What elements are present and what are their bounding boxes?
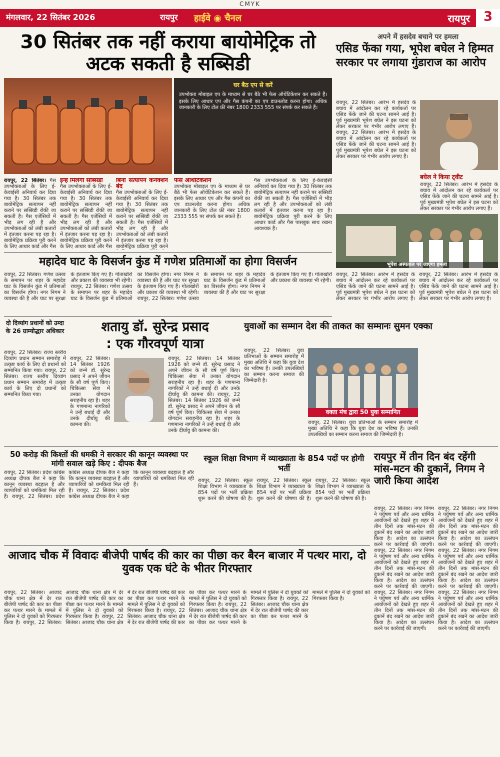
newspaper-brand-logo: हाईवे ◉ चैनल — [194, 14, 242, 24]
main-story-col4 — [174, 178, 250, 250]
youth-award-photo — [308, 348, 418, 408]
divider — [4, 252, 332, 253]
divider — [4, 446, 498, 447]
azad-body-text-2: रायपुर, 22 सितंबर। आजाद चौक थाना क्षेत्र में देर रात बीजेपी पार्षद की कार का पीछा कर पत्थर मारने के मामले में पुलिस ने दो युवकों को गिरफ्तार किया है। — [23, 590, 124, 626]
azad-body-text: रायपुर, 22 सितंबर। आजाद चौक थाना क्षेत्र में देर रात बीजेपी पार्षद की कार का पीछा कर पत्थर मारने के मामले में पुलिस ने दो युवकों को गिरफ्तार किया है। — [4, 590, 62, 626]
youth-body-text-2: रायपुर, 22 सितंबर। युवा प्रतिभाओं के सम्मान समारोह में मुख्य अतिथि ने कहा कि युवा देश का भविष्य हैं। उनकी उपलब्धियों का सम्मान करना समाज की जिम्मेदारी है। — [308, 420, 418, 438]
youth-body-col2 — [308, 420, 418, 442]
page-number: 3 — [476, 9, 500, 27]
meat-body-text-4: रायपुर, 22 सितंबर। नगर निगम ने पर्युषण पर्व और अन्य धार्मिक आयोजनों को देखते हुए शहर में तीन दिनों तक मांस-मटन की दुकानें बंद रखने का आदेश जारी किया है। आदेश का उल्लंघन करने पर कार्रवाई की जाएगी। — [438, 506, 498, 548]
youth-body-col1 — [244, 348, 304, 442]
sidebar-heading: घर बैठ एप से करें — [233, 82, 273, 89]
right-top-body-text-4: रायपुर, 22 सितंबर। आरंभ में हसदेव के बचाव में आंदोलन कर रहे कार्यकर्ता पर एसिड फेंके जाने की घटना सामने आई है। पूर्व मुख्यमंत्री भूपेश बघेल ने इस घटना को लेकर सरकार पर गंभीर आरोप लगाए हैं। — [336, 272, 415, 302]
azad-chowk-headline: आजाद चौक में विवादः बीजेपी पार्षद की कार का पीछा कर बैरन बाजार में पत्थर मारा, दो युवक एक घंटे के भीतर गिरफ्तार — [7, 549, 367, 575]
right-top-body-bottom — [336, 272, 498, 318]
meat-body-text-5: रायपुर, 22 सितंबर। नगर निगम ने पर्युषण पर्व और अन्य धार्मिक आयोजनों को देखते हुए शहर में तीन दिनों तक मांस-मटन की दुकानें बंद रखने का आदेश जारी किया है। आदेश का उल्लंघन करने पर कार्रवाई की जाएगी। — [438, 548, 498, 590]
cmyk-marker: CMYK — [239, 1, 261, 8]
right-top-body-text-5: रायपुर, 22 सितंबर। आरंभ में हसदेव के बचाव में आंदोलन कर रहे कार्यकर्ता पर एसिड फेंके जाने की घटना सामने आई है। पूर्व मुख्यमंत्री भूपेश बघेल ने इस घटना को लेकर सरकार पर गंभीर आरोप लगाए हैं। — [419, 272, 498, 302]
doctor-portrait-photo — [114, 358, 164, 422]
baij-headline: 50 करोड़ की किश्तों की धमकी ने सरकार की कानून व्यवस्था पर मांगी सवाल खड़े किए : दीपक बैज — [10, 450, 188, 468]
shatayu-body-text-2: रायपुर, 22 सितंबर। 14 सितंबर 1926 को जन्मे डॉ. सुरेन्द्र प्रसाद ने अपने जीवन के सौ वर्ष पूर्ण किए। चिकित्सा सेवा में उनका योगदान सराहनीय रहा है। शहर के गणमान्य नागरिकों ने उन्हें बधाई दी और उनके दीर्घायु की कामना की। — [168, 356, 240, 398]
youth-headline: युवाओं का सम्मान देश की ताकत का सम्मानः सुमन एक्का — [244, 322, 433, 332]
right-kicker: अपने में हसदेव बचाने पर हमला — [377, 33, 459, 41]
issue-date: मंगलवार, 22 सितंबर 2026 — [6, 13, 96, 22]
sidebar-body: उपभोक्ता मोबाइल एप के माध्यम से घर बैठे भी फेस ऑथेंटिकेशन कर सकते हैं। इसके लिए आधार एप और गैस कंपनी का एप डाउनलोड करना होगा। अधिक जानकारी के लिए टोल फ्री नंबर 1800 2333 555 पर संपर्क कर सकते हैं। — [179, 92, 327, 111]
hospital-photo-caption: भूपेश अस्पताल पर जाएगा हमला — [336, 262, 498, 268]
col-subhead-3: फेस ऑथेंटिकेशन — [174, 178, 212, 184]
main-story-body: गैस उपभोक्ताओं के लिए ई-केवाईसी अनिवार्य कर दिया गया है। 30 सितंबर तक बायोमेट्रिक सत्यापन नहीं कराने पर सब्सिडी रोकी जा सकती है। गैस एजेंसियों में भीड़ लग रही है और उपभोक्ताओं को लंबी कतारों में इंतजार करना पड़ रहा है। बायोमेट्रिक प्रक्रिया पूरी करने के लिए आधार कार्ड और गैस — [4, 178, 56, 250]
main-story-body-4: उपभोक्ता मोबाइल एप के माध्यम से घर बैठे भी फेस ऑथेंटिकेशन कर सकते हैं। इसके लिए आधार एप और गैस कंपनी का एप डाउनलोड करना होगा। अधिक जानकारी के लिए टोल फ्री नंबर 1800 2333 555 पर संपर्क कर सकते हैं। — [174, 184, 250, 220]
azad-body — [4, 590, 370, 754]
main-story-col3 — [116, 178, 168, 250]
divider — [4, 545, 370, 546]
azad-body-text-6: रायपुर, 22 सितंबर। आजाद चौक थाना क्षेत्र में देर रात बीजेपी पार्षद की कार का पीछा कर पत्थर मारने के मामले में पुलिस ने दो युवकों को गिरफ्तार किया है। — [250, 590, 370, 620]
main-story-col1 — [4, 178, 56, 250]
azad-body-text-3: रायपुर, 22 सितंबर। आजाद चौक थाना क्षेत्र में देर रात बीजेपी पार्षद की कार का पीछा कर पत्थर मारने के मामले में पुलिस ने दो युवकों को गिरफ्तार किया है। — [65, 590, 185, 626]
shatayu-kicker: शतायु डॉ. सुरेन्द्र प्रसाद — [101, 320, 209, 335]
main-story-col5 — [254, 178, 332, 250]
right-top-body-text-2: रायपुर, 22 सितंबर। आरंभ में हसदेव के बचाव में आंदोलन कर रहे कार्यकर्ता पर एसिड फेंके जाने की घटना सामने आई है। पूर्व मुख्यमंत्री भूपेश बघेल ने इस घटना को लेकर सरकार पर गंभीर आरोप लगाए हैं। — [336, 130, 416, 160]
politician-illustration — [420, 100, 498, 170]
main-headline: 30 सितंबर तक नहीं कराया बायोमेट्रिक तो अटक सकती है सब्सिडी — [20, 31, 316, 75]
main-story-body-3: गैस उपभोक्ताओं के लिए ई-केवाईसी अनिवार्य कर दिया गया है। 30 सितंबर तक बायोमेट्रिक सत्यापन नहीं कराने पर सब्सिडी रोकी जा सकती है। गैस एजेंसियों में भीड़ लग रही है और उपभोक्ताओं को लंबी कतारों में इंतजार करना पड़ रहा है। बायोमेट्रिक प्रक्रिया पूरी करने — [116, 190, 168, 250]
right-top-body-col1 — [336, 100, 416, 212]
col-subhead-1: इन्हें मिलेगी सब्सिडी — [60, 178, 103, 184]
shatayu-body-col2 — [168, 356, 240, 446]
ganesh-body-text: रायपुर, 22 सितंबर। गणेश उत्सव के समापन पर शहर के महादेव घाट के विसर्जन कुंड में प्रतिमाओं का विसर्जन होगा। नगर निगम ने व्यवस्था की है और घाट पर सुरक्षा के इंतजाम किए गए हैं। गोताखोरों और प्रकाश की व्यवस्था भी रहेगी। — [4, 272, 133, 302]
shatayu-headline: : एक गौरवपूर्ण यात्रा — [106, 337, 204, 352]
gas-cylinder-photo — [4, 78, 172, 174]
right-top-body-col2 — [420, 182, 498, 212]
right-top-body-text-3: रायपुर, 22 सितंबर। आरंभ में हसदेव के बचाव में आंदोलन कर रहे कार्यकर्ता पर एसिड फेंके जाने की घटना सामने आई है। पूर्व मुख्यमंत्री भूपेश बघेल ने इस घटना को लेकर सरकार पर गंभीर आरोप लगाए हैं। — [420, 182, 498, 212]
ganesh-body-text-2: रायपुर, 22 सितंबर। गणेश उत्सव के समापन पर शहर के महादेव घाट के विसर्जन कुंड में प्रतिमाओं का विसर्जन होगा। नगर निगम ने व्यवस्था की है और घाट पर सुरक्षा के इंतजाम किए गए हैं। गोताखोरों और प्रकाश की व्यवस्था भी रहेगी। — [70, 272, 199, 302]
school-body-text: रायपुर, 22 सितंबर। स्कूल शिक्षा विभाग ने व्याख्याता के 854 पदों पर भर्ती प्रक्रिया शुरू करने की घोषणा की है। — [198, 478, 253, 502]
meat-body-col1 — [374, 506, 434, 754]
award-group-illustration — [308, 348, 418, 408]
left-news-body — [4, 350, 66, 440]
baij-body-text-2: रायपुर, 22 सितंबर। प्रदेश कांग्रेस अध्यक्ष दीपक बैज ने कहा कि कानून व्यवस्था बदहाल है और व्यापारियों को धमकियां मिल रही हैं। — [12, 470, 130, 500]
portrait-illustration — [114, 358, 164, 422]
main-story-body-5: गैस उपभोक्ताओं के लिए ई-केवाईसी अनिवार्य कर दिया गया है। 30 सितंबर तक बायोमेट्रिक सत्यापन नहीं कराने पर सब्सिडी रोकी जा सकती है। गैस एजेंसियों में भीड़ लग रही है और उपभोक्ताओं को लंबी कतारों में इंतजार करना पड़ रहा है। बायोमेट्रिक प्रक्रिया पूरी करने के लिए आधार कार्ड और गैस पासबुक साथ रखना आवश्यक है। — [254, 178, 332, 232]
bhupesh-baghel-photo — [420, 100, 498, 170]
page-header-bar — [0, 9, 500, 27]
baij-body-text: रायपुर, 22 सितंबर। प्रदेश कांग्रेस अध्यक्ष दीपक बैज ने कहा कि कानून व्यवस्था बदहाल है और व्यापारियों को धमकियां मिल रही हैं। — [4, 470, 65, 500]
right-top-headline: एसिड फेंका गया, भूपेश बघेल ने हिम्मत सरकार पर लगाया गुंडाराज का आरोप — [336, 42, 494, 69]
main-story-body-2: गैस उपभोक्ताओं के लिए ई-केवाईसी अनिवार्य कर दिया गया है। 30 सितंबर तक बायोमेट्रिक सत्यापन नहीं कराने पर सब्सिडी रोकी जा सकती है। गैस एजेंसियों में भीड़ लग रही है और उपभोक्ताओं को लंबी कतारों में इंतजार करना पड़ रहा है। बायोमेट्रिक प्रक्रिया पूरी करने के लिए आधार कार्ड और गैस — [60, 184, 112, 250]
ganesh-body — [4, 272, 332, 314]
right-top-body-text: रायपुर, 22 सितंबर। आरंभ में हसदेव के बचाव में आंदोलन कर रहे कार्यकर्ता पर एसिड फेंके जाने की घटना सामने आई है। पूर्व मुख्यमंत्री भूपेश बघेल ने इस घटना को लेकर सरकार पर गंभीर आरोप लगाए हैं। — [336, 100, 416, 130]
divider — [4, 316, 332, 317]
school-body — [198, 478, 370, 542]
meat-body-col2 — [438, 506, 498, 754]
azad-body-text-5: रायपुर, 22 सितंबर। आजाद चौक थाना क्षेत्र में देर रात बीजेपी पार्षद की कार का पीछा कर पत्थर मारने के मामले में पुलिस ने दो युवकों को गिरफ्तार किया है। — [188, 590, 309, 626]
gas-cylinders-illustration — [4, 78, 172, 174]
main-story-col2 — [60, 178, 112, 250]
dateline: रायपुर, 22 सितंबर। — [4, 178, 47, 184]
youth-body-text: रायपुर, 22 सितंबर। युवा प्रतिभाओं के सम्मान समारोह में मुख्य अतिथि ने कहा कि युवा देश का भविष्य हैं। उनकी उपलब्धियों का सम्मान करना समाज की जिम्मेदारी है। — [244, 348, 304, 384]
baij-body — [4, 470, 194, 542]
hospital-scene-illustration — [336, 214, 498, 268]
azad-body-text-4: रायपुर, 22 सितंबर। आजाद चौक थाना क्षेत्र में देर रात बीजेपी पार्षद की कार का पीछा कर पत्थर मारने के मामले में पुलिस ने दो युवकों को गिरफ्तार किया है। — [127, 590, 247, 626]
meat-body-text-3: रायपुर, 22 सितंबर। नगर निगम ने पर्युषण पर्व और अन्य धार्मिक आयोजनों को देखते हुए शहर में तीन दिनों तक मांस-मटन की दुकानें बंद रखने का आदेश जारी किया है। आदेश का उल्लंघन करने पर कार्रवाई की जाएगी। — [374, 590, 434, 632]
left-news-body-text-2: रायपुर, 22 सितंबर। राज्य स्तरीय दिव्यांग प्रधान सम्मान समारोह में उत्कृष्ट कार्य के लिए दो प्रधानों को सम्मानित किया गया। — [4, 368, 66, 398]
left-news-headline: दो दिव्यांग प्रधानों को उम्दा के 26 ग्राम्योद्धार अधिकार — [5, 320, 65, 335]
right-subhead: बघेल ने किया ट्वीट — [420, 174, 463, 181]
youth-photo-caption: वक्ता मंच द्वारा 50 युवा सम्मानित — [308, 408, 418, 417]
meat-body-text-6: रायपुर, 22 सितंबर। नगर निगम ने पर्युषण पर्व और अन्य धार्मिक आयोजनों को देखते हुए शहर में तीन दिनों तक मांस-मटन की दुकानें बंद रखने का आदेश जारी किया है। आदेश का उल्लंघन करने पर कार्रवाई की जाएगी। — [438, 590, 498, 632]
meat-body-text: रायपुर, 22 सितंबर। नगर निगम ने पर्युषण पर्व और अन्य धार्मिक आयोजनों को देखते हुए शहर में तीन दिनों तक मांस-मटन की दुकानें बंद रखने का आदेश जारी किया है। आदेश का उल्लंघन करने पर कार्रवाई की जाएगी। — [374, 506, 434, 548]
meat-shop-headline: रायपुर में तीन दिन बंद रहेंगी मांस-मटन की दुकानें, निगम ने जारी किया आदेश — [374, 452, 485, 487]
section-title: रायपुर — [447, 14, 470, 25]
left-news-body-text: रायपुर, 22 सितंबर। राज्य स्तरीय दिव्यांग प्रधान सम्मान समारोह में उत्कृष्ट कार्य के लिए दो प्रधानों को सम्मानित किया गया। — [4, 350, 66, 374]
col-subhead-2: बिना सत्यापन कनेक्शन बंद — [116, 178, 168, 190]
shatayu-body-text: रायपुर, 22 सितंबर। 14 सितंबर 1926 को जन्मे डॉ. सुरेन्द्र प्रसाद ने अपने जीवन के सौ वर्ष पूर्ण किए। चिकित्सा सेवा में उनका योगदान सराहनीय रहा है। शहर के गणमान्य नागरिकों ने उन्हें बधाई दी और उनके दीर्घायु की कामना की। — [70, 356, 110, 428]
school-headline: स्कूल शिक्षा विभाग में व्याख्याता के 854 पदों पर होगी भर्ती — [203, 454, 365, 473]
ganesh-body-text-3: रायपुर, 22 सितंबर। गणेश उत्सव के समापन पर शहर के महादेव घाट के विसर्जन कुंड में प्रतिमाओं का विसर्जन होगा। नगर निगम ने व्यवस्था की है और घाट पर सुरक्षा के इंतजाम किए गए हैं। गोताखोरों और प्रकाश की व्यवस्था भी रहेगी। — [137, 272, 332, 302]
meat-body-text-2: रायपुर, 22 सितंबर। नगर निगम ने पर्युषण पर्व और अन्य धार्मिक आयोजनों को देखते हुए शहर में तीन दिनों तक मांस-मटन की दुकानें बंद रखने का आदेश जारी किया है। आदेश का उल्लंघन करने पर कार्रवाई की जाएगी। — [374, 548, 434, 590]
shatayu-body-col1 — [70, 356, 110, 446]
baij-body-text-3: रायपुर, 22 सितंबर। प्रदेश कांग्रेस अध्यक्ष दीपक बैज ने कहा कि कानून व्यवस्था बदहाल है और व्यापारियों को धमकियां मिल रही हैं। — [68, 470, 194, 500]
school-body-text-3: रायपुर, 22 सितंबर। स्कूल शिक्षा विभाग ने व्याख्याता के 854 पदों पर भर्ती प्रक्रिया शुरू करने की घोषणा की है। — [315, 478, 370, 502]
school-body-text-2: रायपुर, 22 सितंबर। स्कूल शिक्षा विभाग ने व्याख्याता के 854 पदों पर भर्ती प्रक्रिया शुरू करने की घोषणा की है। — [256, 478, 312, 502]
header-city: रायपुर — [160, 13, 178, 22]
sidebar-box — [174, 78, 332, 174]
hospital-photo — [336, 214, 498, 268]
ganesh-headline: महादेव घाट के विसर्जन कुंड में गणेश प्रतिमाओं का होगा विसर्जन — [39, 255, 297, 268]
shatayu-body-text-3: रायपुर, 22 सितंबर। 14 सितंबर 1926 को जन्मे डॉ. सुरेन्द्र प्रसाद ने अपने जीवन के सौ वर्ष पूर्ण किए। चिकित्सा सेवा में उनका योगदान सराहनीय रहा है। शहर के गणमान्य नागरिकों ने उन्हें बधाई दी और उनके दीर्घायु की कामना की। — [168, 392, 240, 434]
